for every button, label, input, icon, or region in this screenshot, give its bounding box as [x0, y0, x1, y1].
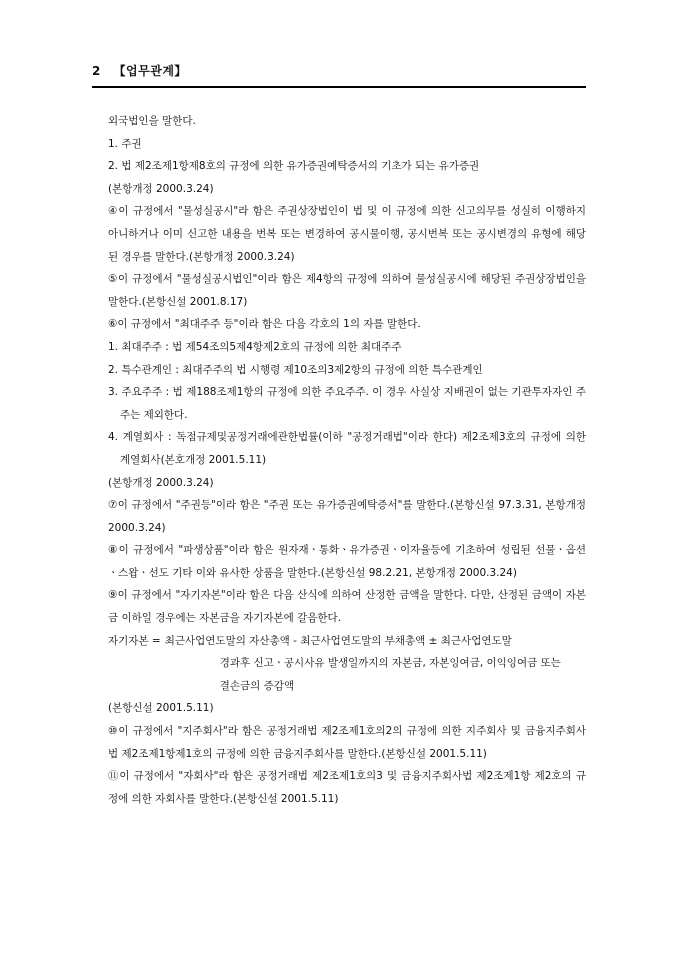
paragraph: ⑥이 규정에서 "최대주주 등"이라 함은 다음 각호의 1의 자를 말한다. — [108, 318, 421, 331]
list-item: 4. 계열회사 : 독점규제및공정거래에관한법률(이하 "공정거래법"이라 한다) 제2조제3호의 규정에 의한 계열회사(본호개정 2001.5.11) — [108, 431, 586, 466]
amendment-note: (본항신설 2001.5.11) — [108, 702, 214, 715]
paragraph: ⑦이 규정에서 "주권등"이라 함은 "주권 또는 유가증권예탁증서"를 말한다.(본항신설 97.3.31, 본항개정 2000.3.24) — [108, 499, 586, 534]
list-item: 2. 법 제2조제1항제8호의 규정에 의한 유가증권예탁증서의 기초가 되는 유가증권 — [108, 160, 480, 173]
document-body — [108, 110, 586, 810]
paragraph: ⑩이 규정에서 "지주회사"라 함은 공정거래법 제2조제1호의2의 규정에 의한 지주회사 및 금융지주회사법 제2조제1항제1호의 규정에 의한 금융지주회사를 말한다.(본항신설 2001.5.11) — [108, 725, 586, 760]
list-item: 3. 주요주주 : 법 제188조제1항의 규정에 의한 주요주주. 이 경우 사실상 지배권이 없는 기관투자자인 주주는 제외한다. — [108, 386, 586, 421]
list-item: 2. 특수관계인 : 최대주주의 법 시행령 제10조의3제2항의 규정에 의한 특수관계인 — [108, 363, 483, 376]
section-title: 【업무관계】 — [113, 64, 187, 78]
header-rule — [92, 86, 586, 88]
page-header — [92, 62, 586, 79]
amendment-note: (본항개정 2000.3.24) — [108, 182, 214, 195]
list-item: 1. 최대주주 : 법 제54조의5제4항제2호의 규정에 의한 최대주주 — [108, 340, 402, 353]
paragraph: ⑨이 규정에서 "자기자본"이라 함은 다음 산식에 의하여 산정한 금액을 말한다. 다만, 산정된 금액이 자본금 이하일 경우에는 자본금을 자기자본에 갈음한다. — [108, 589, 586, 625]
paragraph: ⑤이 규정에서 "물성실공시법인"이라 함은 제4항의 규정에 의하여 물성실공시에 해당된 주권상장법인을 말한다.(본항신설 2001.8.17) — [108, 273, 586, 308]
paragraph: ⑧이 규정에서 "파생상품"이라 함은 원자재ㆍ통화ㆍ유가증권ㆍ이자율등에 기초하여 성립된 선물ㆍ옵션ㆍ스왑ㆍ선도 기타 이와 유사한 상품을 말한다.(본항신설 98.2.21, 본항개정 2000.3.24) — [108, 544, 586, 579]
formula-label: 자기자본 = — [108, 634, 161, 647]
equity-formula — [108, 630, 586, 698]
amendment-note: (본항개정 2000.3.24) — [108, 476, 214, 489]
paragraph: ⑪이 규정에서 "자회사"라 함은 공정거래법 제2조제1호의3 및 금융지주회사법 제2조제1항 제2호의 규정에 의한 자회사를 말한다.(본항신설 2001.5.11) — [108, 770, 586, 805]
list-item: 1. 주권 — [108, 137, 142, 150]
formula-line: 경과후 신고ㆍ공시사유 발생일까지의 자본금, 자본잉여금, 이익잉여금 또는 — [219, 657, 561, 670]
paragraph: ④이 규정에서 "물성실공시"라 함은 주권상장법인이 법 및 이 규정에 의한 신고의무를 성실히 이행하지 아니하거나 이미 신고한 내용을 번복 또는 변경하여 공시물이행, 공시번복 또는 공시변경의 유형에 해당된 경우를 말한다.(본항개정 2000.3.24) — [108, 205, 586, 263]
paragraph: 외국법인을 말한다. — [108, 115, 196, 127]
formula-line: 최근사업연도말의 자산총액 - 최근사업연도말의 부채총액 ± 최근사업연도말 — [164, 634, 512, 647]
formula-line: 결손금의 증감액 — [219, 679, 295, 692]
page-number: 2 — [92, 64, 101, 78]
